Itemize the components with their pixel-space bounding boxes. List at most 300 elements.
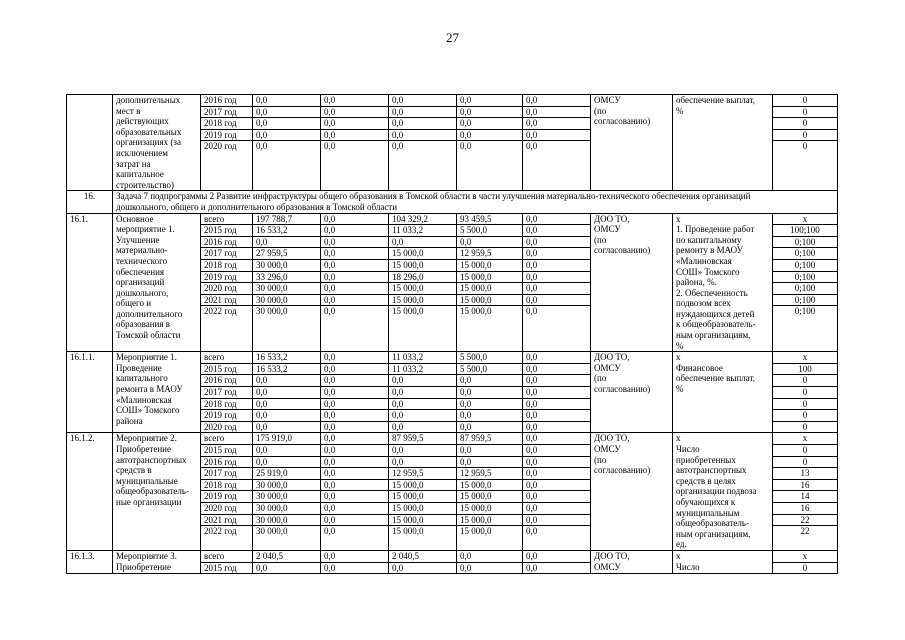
amount-c2-value: 0,0 [321, 410, 388, 422]
indicator-name-line: х [676, 433, 681, 444]
amount-c4-value: 15 000,0 [457, 260, 522, 272]
amount-c2 [321, 352, 389, 433]
amount-c1-value: 30 000,0 [253, 515, 320, 527]
year-label-value: 2021 год [201, 515, 252, 527]
indicator-name-line: 1. Проведение работ [676, 224, 755, 235]
amount-c3-value: 0,0 [389, 410, 456, 422]
amount-c2 [321, 213, 389, 352]
amount-c3-value: 0,0 [389, 95, 456, 107]
executor-line: ОМСУ [594, 444, 621, 454]
executor [591, 550, 673, 573]
indicator-name-line: % [676, 105, 684, 116]
activity-name-line: организациях (за [116, 137, 181, 148]
amount-c1 [253, 95, 321, 191]
indicator-name [673, 433, 773, 551]
amount-c2-value: 0,0 [321, 491, 388, 503]
executor-line: согласованию) [594, 245, 651, 256]
amount-c5-value: 0,0 [523, 260, 590, 272]
amount-c3-value: 0,0 [389, 130, 456, 142]
amount-c1 [253, 213, 321, 352]
amount-c3 [389, 550, 457, 573]
amount-c4 [457, 213, 523, 352]
amount-c1-value: 0,0 [256, 421, 268, 432]
amount-c1-value: 0,0 [253, 375, 320, 387]
activity-name-line: Мероприятие 2. [116, 433, 177, 444]
indicator-name [673, 95, 773, 191]
year-label-value: всего [201, 433, 252, 445]
year-label-value: 2019 год [201, 272, 252, 284]
amount-c5-value: 0,0 [523, 445, 590, 457]
amount-c3-value: 0,0 [389, 399, 456, 411]
amount-c2-value: 0,0 [321, 457, 388, 469]
amount-c4-value: 0,0 [457, 387, 522, 399]
executor-line: ОМСУ [594, 95, 621, 105]
amount-c1-value: 0,0 [253, 95, 320, 107]
amount-c5-value: 0,0 [523, 480, 590, 492]
amount-c3-value: 12 959,5 [389, 468, 456, 480]
amount-c3-value: 18 296,0 [389, 272, 456, 284]
indicator-name-line: по капитальному [676, 234, 742, 245]
amount-c5-value: 0,0 [526, 306, 538, 317]
indicator-name-line: района, %. [676, 277, 717, 288]
activity-name-line: мероприятие 1. [116, 224, 175, 235]
indicator-name-line: Финансовое [676, 362, 723, 373]
amount-c3-value: 0,0 [389, 375, 456, 387]
year-label-value: 2018 год [201, 480, 252, 492]
amount-c4-value: 0,0 [457, 95, 522, 107]
activity-name-line: капитальное [116, 169, 164, 180]
amount-c1 [253, 352, 321, 433]
amount-c2-value: 0,0 [324, 421, 336, 432]
amount-c3-value: 15 000,0 [392, 526, 424, 537]
activity-name-line: материально- [116, 245, 168, 256]
amount-c2 [321, 433, 389, 551]
table-row [67, 550, 838, 573]
indicator-value [773, 352, 838, 433]
year-label [201, 95, 253, 191]
amount-c5 [523, 352, 591, 433]
indicator-value-value: 14 [773, 491, 837, 503]
activity-name-line: Улучшение [116, 234, 160, 245]
amount-c5-value: 0,0 [523, 468, 590, 480]
year-label-value: 2020 год [204, 141, 237, 152]
year-label-value: 2017 год [201, 387, 252, 399]
amount-c5-value: 0,0 [523, 387, 590, 399]
amount-c5-value: 0,0 [523, 503, 590, 515]
amount-c5-value: 0,0 [523, 410, 590, 422]
amount-c2-value: 0,0 [321, 118, 388, 130]
indicator-name-line: % [676, 384, 684, 395]
activity-name-line: Томской области [116, 330, 181, 341]
indicator-value-value: 0 [773, 445, 837, 457]
indicator-name-line: ным организациям, [676, 330, 751, 341]
amount-c1-value: 30 000,0 [253, 503, 320, 515]
year-label [201, 433, 253, 551]
amount-c1-value: 30 000,0 [253, 480, 320, 492]
amount-c3-value: 15 000,0 [389, 515, 456, 527]
amount-c4-value: 0,0 [457, 457, 522, 469]
indicator-name-line: обеспечение выплат, [676, 95, 756, 105]
amount-c4 [457, 550, 523, 573]
activity-name-line: образовательных [116, 126, 182, 137]
activity-name-line: капитального [116, 373, 168, 384]
amount-c1-value: 2 040,5 [253, 551, 320, 563]
amount-c2 [321, 95, 389, 191]
year-label-value: 2018 год [201, 118, 252, 130]
amount-c4-value: 15 000,0 [457, 295, 522, 307]
year-label-value: 2020 год [201, 503, 252, 515]
activity-name-line: действующих [116, 116, 169, 127]
task-row [67, 191, 838, 213]
amount-c4-value: 15 000,0 [457, 515, 522, 527]
amount-c4-value: 15 000,0 [460, 306, 492, 317]
amount-c1-value: 0,0 [256, 562, 268, 573]
year-label-value: 2016 год [201, 95, 252, 107]
amount-c5-value: 0,0 [523, 283, 590, 295]
amount-c5-value: 0,0 [523, 248, 590, 260]
indicator-name-line: общеобразователь- [676, 518, 749, 529]
year-label [201, 550, 253, 573]
executor [591, 433, 673, 551]
indicator-value-value: 0 [773, 130, 837, 142]
amount-c1-value: 0,0 [256, 141, 268, 152]
indicator-name-line: средств в целях [676, 475, 736, 486]
indicator-name-line: х [676, 352, 681, 363]
indicator-name-line: организации подвоза [676, 486, 757, 497]
year-label-value: 2015 год [204, 562, 237, 573]
activity-name-line: автотранспортных [116, 454, 187, 465]
indicator-name-line: приобретенных [676, 454, 736, 465]
amount-c2-value: 0,0 [321, 352, 388, 364]
executor-line: согласованию) [594, 384, 651, 395]
amount-c3-value: 0,0 [389, 445, 456, 457]
amount-c5-value: 0,0 [526, 562, 538, 573]
row-number: 16.1.1. [67, 352, 113, 433]
indicator-name-line: СОШ» Томского [676, 266, 740, 277]
amount-c5 [523, 433, 591, 551]
indicator-name-line: к общеобразователь- [676, 319, 756, 330]
activity-name-line: образования в [116, 319, 170, 330]
program-table [66, 94, 838, 574]
activity-name-line: Основное [116, 213, 154, 224]
amount-c3 [389, 352, 457, 433]
amount-c1-value: 30 000,0 [253, 491, 320, 503]
indicator-name-line: ед. [676, 539, 687, 550]
amount-c2-value: 0,0 [321, 272, 388, 284]
amount-c5-value: 0,0 [526, 141, 538, 152]
indicator-value [773, 213, 838, 352]
amount-c4-value: 12 959,5 [457, 468, 522, 480]
indicator-value-value: 22 [800, 526, 810, 537]
amount-c1 [253, 550, 321, 573]
indicator-value-value: х [773, 551, 837, 563]
amount-c5-value: 0,0 [523, 107, 590, 119]
executor-line: согласованию) [594, 465, 651, 476]
indicator-value-value: 0 [773, 118, 837, 130]
amount-c4-value: 0,0 [457, 551, 522, 563]
activity-name-line: Приобретение [116, 561, 171, 572]
amount-c2-value: 0,0 [321, 387, 388, 399]
indicator-value-value: 0 [773, 387, 837, 399]
amount-c2-value: 0,0 [321, 468, 388, 480]
amount-c1-value: 0,0 [253, 387, 320, 399]
executor-line: ДОО ТО, [594, 352, 630, 363]
activity-name-line: Мероприятие 3. [116, 550, 177, 561]
indicator-name-line: х [676, 213, 681, 224]
year-label-value: 2015 год [201, 225, 252, 237]
amount-c2-value: 0,0 [324, 562, 336, 573]
year-label-value: 2020 год [201, 283, 252, 295]
year-label-value: 2018 год [201, 260, 252, 272]
indicator-name-line: Число [676, 444, 700, 454]
amount-c2-value: 0,0 [324, 526, 336, 537]
amount-c5-value: 0,0 [523, 237, 590, 249]
amount-c2 [321, 550, 389, 573]
amount-c1-value: 0,0 [253, 399, 320, 411]
amount-c2-value: 0,0 [321, 364, 388, 376]
activity-name-line: муниципальные [116, 475, 178, 486]
amount-c1-value: 16 533,2 [253, 364, 320, 376]
amount-c3-value: 15 000,0 [389, 503, 456, 515]
amount-c5-value: 0,0 [523, 214, 590, 226]
indicator-value-value: 0;100 [773, 237, 837, 249]
indicator-name-line: подвозом всех [676, 298, 731, 309]
amount-c3-value: 0,0 [389, 118, 456, 130]
amount-c1-value: 30 000,0 [256, 306, 288, 317]
amount-c4-value: 15 000,0 [457, 491, 522, 503]
amount-c1 [253, 433, 321, 551]
amount-c3-value: 15 000,0 [389, 248, 456, 260]
amount-c1-value: 27 959,5 [253, 248, 320, 260]
amount-c5-value: 0,0 [523, 352, 590, 364]
indicator-value-value: х [773, 214, 837, 226]
amount-c3-value: 15 000,0 [389, 283, 456, 295]
amount-c1-value: 197 788,7 [253, 214, 320, 226]
year-label-value: 2017 год [201, 468, 252, 480]
indicator-name-line: обучающихся к [676, 496, 736, 507]
activity-name-line: дополнительных [116, 95, 181, 105]
amount-c1-value: 16 533,2 [253, 352, 320, 364]
indicator-name-line: ным организациям, [676, 528, 751, 539]
amount-c4-value: 15 000,0 [457, 272, 522, 284]
amount-c4-value: 5 500,0 [457, 364, 522, 376]
amount-c3-value: 0,0 [392, 141, 404, 152]
amount-c1-value: 0,0 [253, 118, 320, 130]
amount-c5-value: 0,0 [523, 491, 590, 503]
amount-c4-value: 12 959,5 [457, 248, 522, 260]
indicator-value-value: 0;100 [773, 260, 837, 272]
indicator-value-value: 0 [773, 410, 837, 422]
indicator-value-value: 0 [773, 399, 837, 411]
amount-c5-value: 0,0 [523, 551, 590, 563]
amount-c3 [389, 95, 457, 191]
amount-c2-value: 0,0 [321, 237, 388, 249]
amount-c5-value: 0,0 [523, 433, 590, 445]
amount-c4-value: 15 000,0 [457, 503, 522, 515]
indicator-value-value: 16 [773, 503, 837, 515]
indicator-name-line: автотранспортных [676, 465, 747, 476]
amount-c3 [389, 433, 457, 551]
amount-c2-value: 0,0 [321, 515, 388, 527]
indicator-value-value: 0 [802, 421, 808, 432]
year-label-value: 2019 год [201, 410, 252, 422]
amount-c4-value: 87 959,5 [457, 433, 522, 445]
amount-c1-value: 0,0 [253, 130, 320, 142]
executor [591, 95, 673, 191]
amount-c3-value: 11 033,2 [389, 352, 456, 364]
task-line: дошкольного, общего и дополнительного образования в Томской области [116, 201, 398, 212]
activity-name-line: района [116, 415, 143, 426]
indicator-name [673, 550, 773, 573]
indicator-value-value: 0 [773, 95, 837, 107]
amount-c4-value: 0,0 [457, 130, 522, 142]
amount-c1-value: 30 000,0 [256, 526, 288, 537]
year-label-value: 2017 год [201, 107, 252, 119]
indicator-value-value: 0 [802, 141, 808, 152]
indicator-value [773, 95, 838, 191]
amount-c5-value: 0,0 [526, 526, 538, 537]
indicator-value-value: 0;100 [773, 248, 837, 260]
indicator-value-value: 0;100 [773, 272, 837, 284]
amount-c4 [457, 433, 523, 551]
indicator-value-value: 0 [773, 457, 837, 469]
indicator-value-value: 0 [773, 375, 837, 387]
amount-c2-value: 0,0 [321, 283, 388, 295]
amount-c2-value: 0,0 [321, 95, 388, 107]
table-row [67, 352, 838, 433]
activity-name-line: технического [116, 255, 168, 266]
amount-c2-value: 0,0 [321, 399, 388, 411]
amount-c5 [523, 550, 591, 573]
amount-c2-value: 0,0 [321, 433, 388, 445]
executor-line: (по [594, 105, 607, 116]
amount-c3-value: 11 033,2 [389, 364, 456, 376]
amount-c2-value: 0,0 [321, 225, 388, 237]
executor-line: ДОО ТО, [594, 433, 630, 444]
activity-name-line: средств в [116, 465, 152, 476]
amount-c5-value: 0,0 [523, 118, 590, 130]
amount-c5-value: 0,0 [523, 364, 590, 376]
amount-c5-value: 0,0 [523, 399, 590, 411]
year-label-value: 2019 год [201, 491, 252, 503]
amount-c3-value: 15 000,0 [389, 260, 456, 272]
amount-c2-value: 0,0 [324, 306, 336, 317]
executor-line: согласованию) [594, 116, 651, 127]
activity-name-line: дошкольного, [116, 287, 169, 298]
year-label [201, 352, 253, 433]
amount-c1-value: 0,0 [253, 107, 320, 119]
executor-line: (по [594, 234, 607, 245]
indicator-name-line: х [676, 550, 681, 561]
amount-c4 [457, 352, 523, 433]
amount-c5-value: 0,0 [526, 421, 538, 432]
amount-c5-value: 0,0 [523, 95, 590, 107]
amount-c3-value: 87 959,5 [389, 433, 456, 445]
amount-c1-value: 30 000,0 [253, 283, 320, 295]
amount-c3-value: 2 040,5 [389, 551, 456, 563]
year-label-value: 2022 год [204, 306, 237, 317]
indicator-name-line: % [676, 340, 684, 351]
amount-c5-value: 0,0 [523, 515, 590, 527]
year-label-value: всего [201, 352, 252, 364]
page-number: 27 [446, 30, 459, 45]
amount-c1-value: 30 000,0 [253, 295, 320, 307]
amount-c4-value: 15 000,0 [460, 526, 492, 537]
indicator-value-value: 100;100 [773, 225, 837, 237]
indicator-value [773, 550, 838, 573]
indicator-value-value: 16 [773, 480, 837, 492]
amount-c4-value: 0,0 [460, 562, 472, 573]
amount-c4-value: 93 459,5 [457, 214, 522, 226]
amount-c4-value: 0,0 [460, 141, 472, 152]
row-number: 16.1.3. [67, 550, 113, 573]
amount-c5-value: 0,0 [523, 130, 590, 142]
executor [591, 352, 673, 433]
year-label-value: 2018 год [201, 399, 252, 411]
executor-line: (по [594, 373, 607, 384]
year-label-value: всего [201, 214, 252, 226]
activity-name-line: дополнительного [116, 308, 183, 319]
amount-c5 [523, 213, 591, 352]
amount-c1-value: 0,0 [253, 410, 320, 422]
amount-c4-value: 0,0 [457, 410, 522, 422]
indicator-name-line: обеспечение выплат, [676, 373, 756, 384]
year-label-value: 2016 год [201, 375, 252, 387]
amount-c2-value: 0,0 [321, 375, 388, 387]
amount-c3-value: 0,0 [389, 107, 456, 119]
amount-c3-value: 15 000,0 [389, 480, 456, 492]
indicator-name-line: нуждающихся детей [676, 308, 755, 319]
row-number: 16.1. [67, 213, 113, 352]
executor-line: ОМСУ [594, 561, 621, 572]
amount-c3-value: 0,0 [392, 421, 404, 432]
indicator-value-value: 0;100 [773, 295, 837, 307]
indicator-name [673, 213, 773, 352]
amount-c4-value: 0,0 [457, 237, 522, 249]
indicator-value-value: 0;100 [773, 283, 837, 295]
amount-c1-value: 0,0 [253, 445, 320, 457]
amount-c1-value: 33 296,0 [253, 272, 320, 284]
amount-c4-value: 0,0 [457, 107, 522, 119]
activity-name [113, 433, 201, 551]
table-row [67, 433, 838, 551]
amount-c4-value: 5 500,0 [457, 225, 522, 237]
amount-c1-value: 25 919,0 [253, 468, 320, 480]
indicator-value-value: 22 [773, 515, 837, 527]
activity-name-line: СОШ» Томского [116, 405, 180, 416]
amount-c5-value: 0,0 [523, 272, 590, 284]
year-label [201, 213, 253, 352]
amount-c5-value: 0,0 [523, 295, 590, 307]
amount-c4-value: 15 000,0 [457, 283, 522, 295]
amount-c4-value: 15 000,0 [457, 480, 522, 492]
activity-name-line: общеобразователь- [116, 486, 189, 497]
activity-name-line: организаций [116, 277, 165, 288]
activity-name-line: ные организации [116, 496, 182, 507]
year-label-value: 2016 год [201, 457, 252, 469]
activity-name-line: ремонта в МАОУ [116, 384, 183, 395]
amount-c2-value: 0,0 [321, 130, 388, 142]
activity-name-line: Проведение [116, 362, 162, 373]
indicator-name-line: ремонту в МАОУ [676, 245, 743, 256]
amount-c5-value: 0,0 [523, 225, 590, 237]
amount-c4-value: 0,0 [457, 399, 522, 411]
indicator-name [673, 352, 773, 433]
indicator-value-value: 0 [773, 107, 837, 119]
activity-name [113, 213, 201, 352]
row-number [67, 95, 113, 191]
activity-name-line: Мероприятие 1. [116, 352, 177, 363]
